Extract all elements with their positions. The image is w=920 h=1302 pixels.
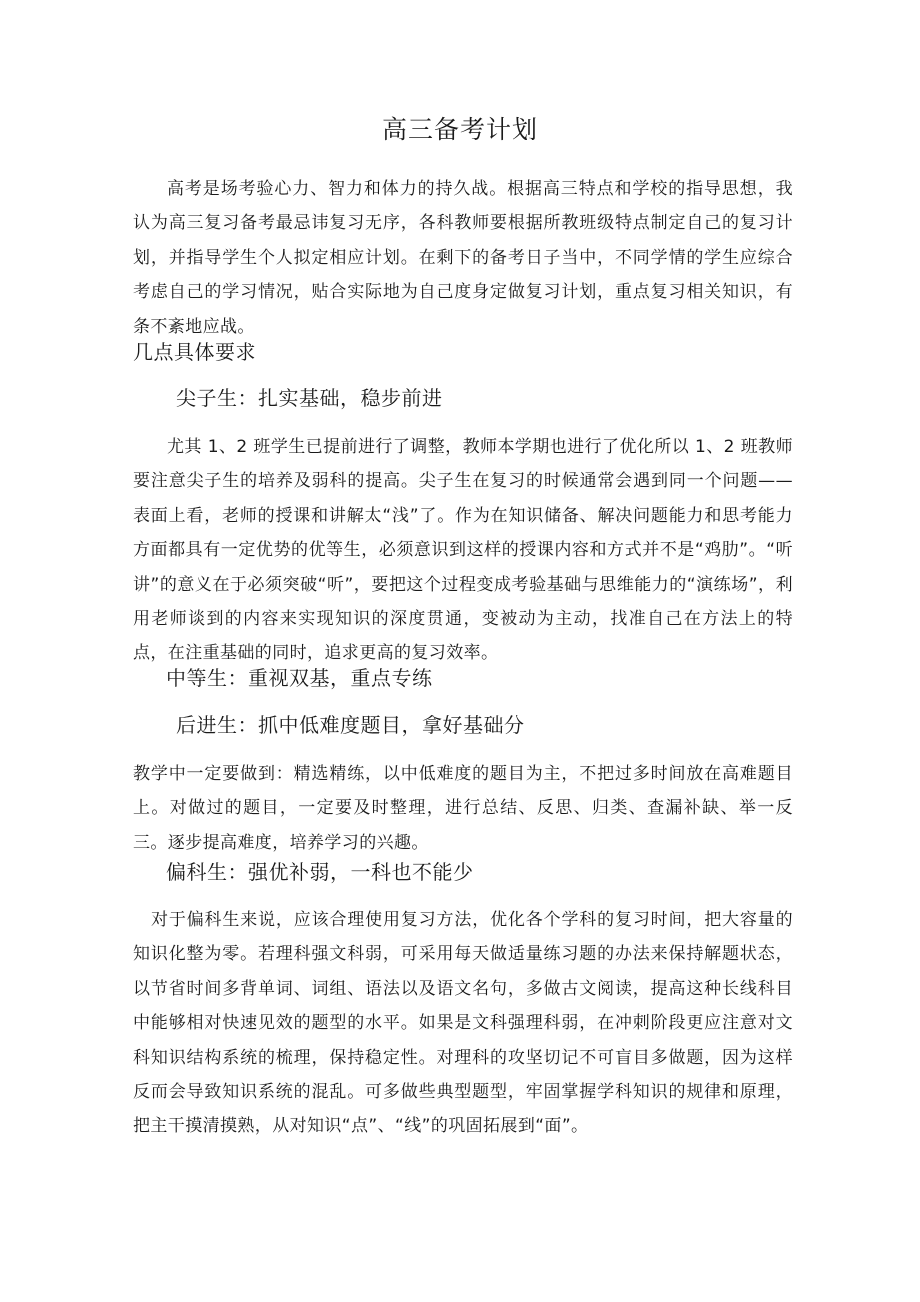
document-title: 高三备考计划: [381, 115, 538, 144]
lagging-students-heading: 后进生：抓中低难度题目，拿好基础分: [176, 713, 525, 737]
intro-paragraph: 高考是场考验心力、智力和体力的持久战。根据高三特点和学校的指导思想，我认为高三复习备考最忌讳复习无序，各科教师要根据所教班级特点制定自己的复习计划，并指导学生个人拟定相应计划。在剩下的备考日子当中，不同学情的学生应综合考虑自己的学习情况，贴合实际地为自己度身定做复习计划，重点复习相关知识，有条不紊地应战。: [133, 179, 793, 337]
requirements-heading: 几点具体要求: [133, 340, 256, 364]
middle-students-heading: 中等生：重视双基，重点专练: [166, 666, 433, 690]
unbalanced-students-heading: 偏科生：强优补弱，一科也不能少: [166, 860, 474, 884]
lagging-students-paragraph: 教学中一定要做到：精选精练，以中低难度的题目为主，不把过多时间放在高难题目上。对做过的题目，一定要及时整理，进行总结、反思、归类、查漏补缺、举一反三。逐步提高难度，培养学习的兴趣。: [133, 764, 793, 853]
top-students-paragraph: 尤其 1、2 班学生已提前进行了调整，教师本学期也进行了优化所以 1、2 班教师要注意尖子生的培养及弱科的提高。尖子生在复习的时候通常会遇到同一个问题——表面上看，老师的授课和讲解太“浅”了。作为在知识储备、解决问题能力和思考能力方面都具有一定优势的优等生，必须意识到这样的授课内容和方式并不是“鸡肋”。“听讲”的意义在于必须突破“听”，要把这个过程变成考验基础与思维能力的“演练场”，利用老师谈到的内容来实现知识的深度贯通，变被动为主动，找准自己在方法上的特点，在注重基础的同时，追求更高的复习效率。: [133, 437, 793, 664]
top-students-heading: 尖子生：扎实基础，稳步前进: [176, 386, 443, 410]
unbalanced-students-paragraph: 对于偏科生来说，应该合理使用复习方法，优化各个学科的复习时间，把大容量的知识化整为零。若理科强文科弱，可采用每天做适量练习题的办法来保持解题状态，以节省时间多背单词、词组、语法以及语文名句，多做古文阅读，提高这种长线科目中能够相对快速见效的题型的水平。如果是文科强理科弱，在冲刺阶段更应注意对文科知识结构系统的梳理，保持稳定性。对理科的攻坚切记不可盲目多做题，因为这样反而会导致知识系统的混乱。可多做些典型题型，牢固掌握学科知识的规律和原理，把主干摸清摸熟，从对知识“点”、“线”的巩固拓展到“面”。: [133, 910, 793, 1137]
